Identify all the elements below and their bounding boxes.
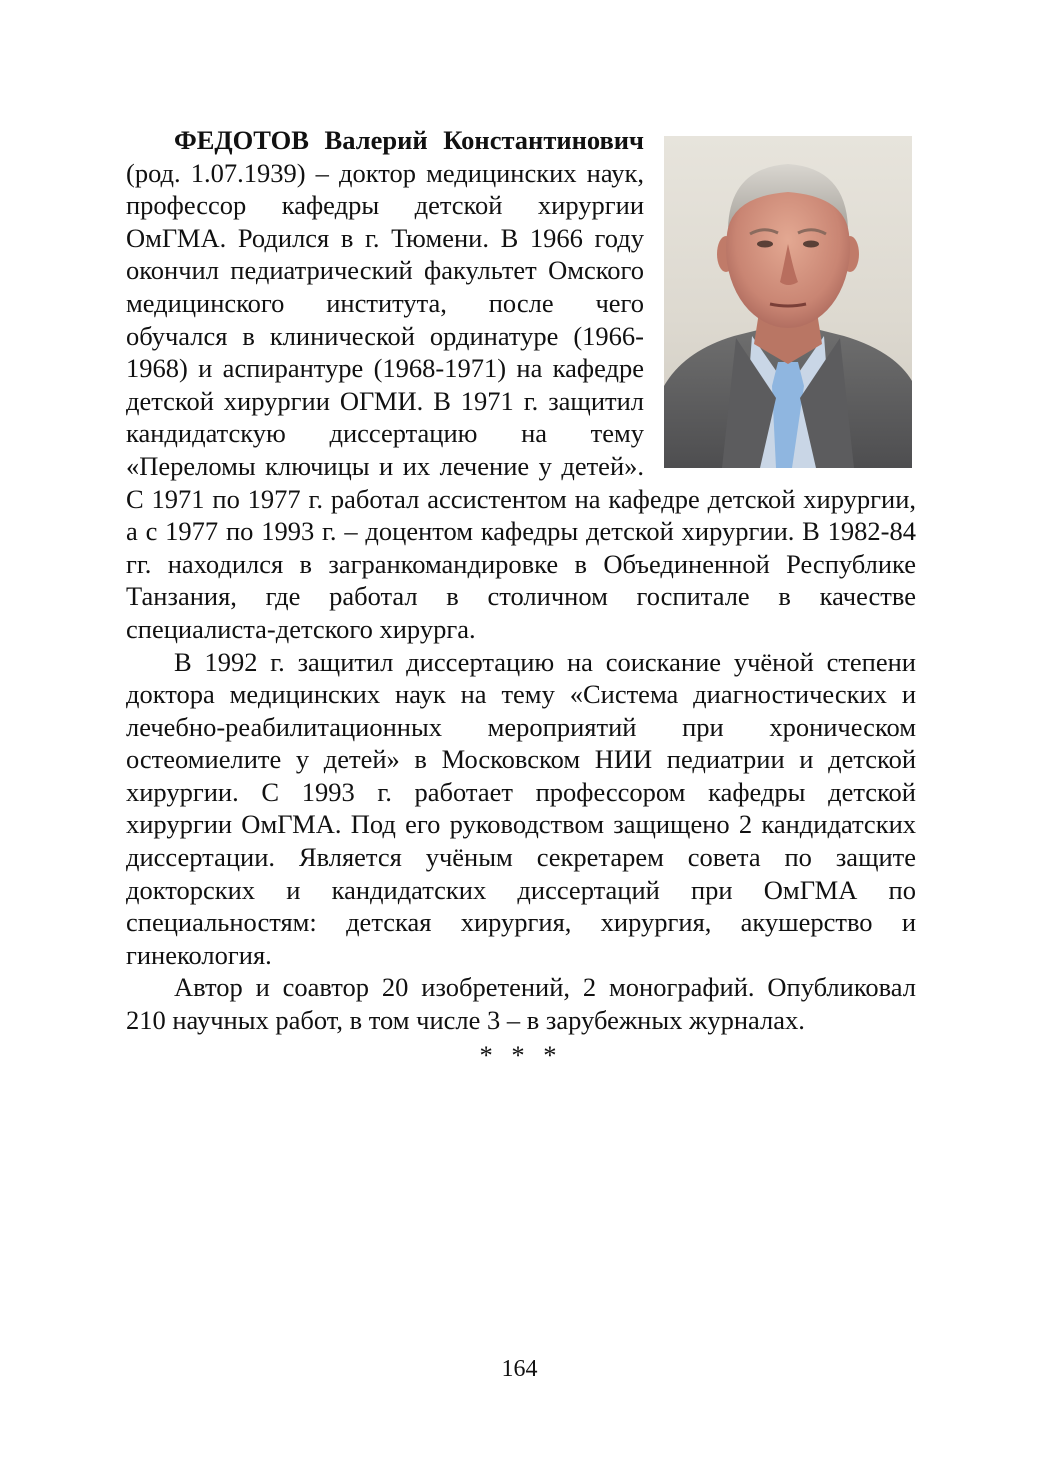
section-separator: * * * — [479, 1039, 563, 1070]
portrait-illustration — [664, 136, 912, 468]
paragraph-3: Автор и соавтор 20 изобретений, 2 монографий. Опубликовал 210 научных работ, в том числе 3 – в зарубежных журналах. — [126, 972, 916, 1036]
paragraph-2: В 1992 г. защитил диссертацию на соискание учёной степени доктора медицинских наук на тему «Система диагностических и лечебно-реабилитационных мероприятий при хроническом остеомиелите у детей» в Московском НИИ педиатрии и детской хирургии. С 1993 г. работает профессором кафедры детской хирургии ОмГМА. Под его руководством защищено 2 кандидатских диссертации. Является учёным секретарем совета по защите докторских и кандидатских диссертаций при ОмГМА по специальностям: детская хирургия, хирургия, акушерство и гинекология. — [126, 646, 916, 970]
page-number: 164 — [501, 1356, 538, 1382]
paragraph-1-text: (род. 1.07.1939) – доктор медицинских наук, профессор кафедры детской хирургии ОмГМА. Родился в г. Тюмени. В 1966 году окончил педиатрический факультет Омского медицинского института, после чего обучался в клинической ординатуре (1966-1968) и аспирантуре (1968-1971) на кафедре детской хирургии ОГМИ. В 1971 г. защитил кандидатскую диссертацию на тему «Переломы ключицы и их лечение у детей». С 1971 по 1977 г. работал ассистентом на кафедре детской хирургии, а с 1977 по 1993 г. – доцентом кафедры детской хирургии. В 1982-84 гг. находился в загранкомандировке в Объединенной Республике Танзания, где работал в столичном госпитале в качестве специалиста-детского хирурга. — [126, 157, 916, 644]
person-name: ФЕДОТОВ Валерий Константинович — [174, 125, 644, 155]
portrait-photo — [664, 136, 912, 468]
article-body — [126, 124, 916, 1071]
